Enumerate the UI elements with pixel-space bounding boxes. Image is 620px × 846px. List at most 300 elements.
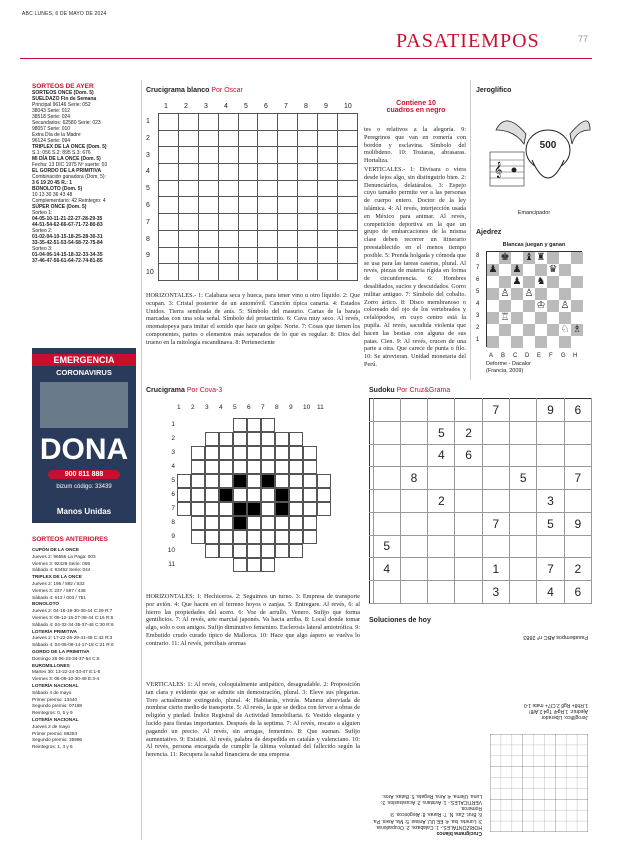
cova-cell[interactable]	[219, 432, 233, 446]
cb-cell[interactable]	[238, 230, 258, 247]
chess-square[interactable]	[487, 324, 499, 336]
sudoku-cell[interactable]: 3	[537, 490, 564, 513]
cova-cell[interactable]	[219, 446, 233, 460]
chess-square[interactable]: ♚	[500, 252, 510, 263]
sudoku-cell[interactable]	[564, 490, 591, 513]
cb-cell[interactable]	[198, 147, 218, 164]
chess-square[interactable]	[511, 312, 523, 324]
chess-square[interactable]	[499, 264, 511, 276]
chess-square[interactable]	[547, 300, 559, 312]
cova-cell[interactable]	[233, 516, 247, 530]
cova-cell[interactable]	[191, 460, 205, 474]
cova-cell[interactable]	[205, 446, 219, 460]
cova-cell[interactable]	[317, 488, 331, 502]
sudoku-cell[interactable]: 6	[564, 399, 591, 422]
cova-cell[interactable]	[247, 474, 261, 488]
sudoku-cell[interactable]	[482, 535, 509, 558]
cova-cell[interactable]	[177, 502, 191, 516]
sudoku-cell[interactable]	[510, 399, 537, 422]
sudoku-cell[interactable]: 2	[428, 490, 455, 513]
cb-cell[interactable]	[218, 180, 238, 197]
cova-cell[interactable]	[219, 474, 233, 488]
sudoku-cell[interactable]	[455, 512, 482, 535]
cb-cell[interactable]	[218, 147, 238, 164]
cova-cell[interactable]	[219, 544, 233, 558]
cb-cell[interactable]	[278, 147, 298, 164]
cb-cell[interactable]	[258, 197, 278, 214]
sudoku-cell[interactable]	[400, 512, 427, 535]
cova-cell[interactable]	[289, 446, 303, 460]
sudoku-cell[interactable]: 4	[428, 444, 455, 467]
cb-cell[interactable]	[178, 197, 198, 214]
cb-cell[interactable]	[318, 264, 338, 281]
cb-cell[interactable]	[298, 247, 318, 264]
cova-cell[interactable]	[205, 516, 219, 530]
chess-square[interactable]	[559, 264, 571, 276]
cb-cell[interactable]	[338, 147, 358, 164]
cova-cell[interactable]	[275, 544, 289, 558]
sudoku-cell[interactable]: 5	[510, 467, 537, 490]
sudoku-cell[interactable]	[510, 558, 537, 581]
chess-square[interactable]	[499, 276, 511, 288]
cova-cell[interactable]	[233, 446, 247, 460]
cb-cell[interactable]	[318, 147, 338, 164]
chess-square[interactable]: ♟	[512, 276, 522, 287]
sudoku-cell[interactable]	[373, 581, 400, 604]
cova-cell[interactable]	[275, 446, 289, 460]
chess-square[interactable]: ♙	[500, 288, 510, 299]
chess-square[interactable]: ♞	[536, 276, 546, 287]
chess-square[interactable]: ♟	[512, 264, 522, 275]
chess-square[interactable]	[559, 288, 571, 300]
cova-cell[interactable]	[233, 530, 247, 544]
cb-cell[interactable]	[159, 247, 179, 264]
cb-cell[interactable]	[338, 180, 358, 197]
cb-cell[interactable]	[278, 214, 298, 231]
sudoku-cell[interactable]	[455, 558, 482, 581]
sudoku-cell[interactable]: 6	[564, 581, 591, 604]
cb-cell[interactable]	[298, 264, 318, 281]
sudoku-cell[interactable]	[428, 581, 455, 604]
chess-square[interactable]: ♛	[548, 264, 558, 275]
cb-cell[interactable]	[338, 230, 358, 247]
cb-cell[interactable]	[198, 230, 218, 247]
manos-unidas-ad[interactable]	[32, 348, 136, 523]
cb-cell[interactable]	[318, 180, 338, 197]
cb-cell[interactable]	[238, 130, 258, 147]
sudoku-cell[interactable]: 7	[564, 467, 591, 490]
cb-cell[interactable]	[278, 180, 298, 197]
cova-cell[interactable]	[247, 418, 261, 432]
sudoku-cell[interactable]	[537, 444, 564, 467]
chess-square[interactable]	[487, 336, 499, 348]
chess-square[interactable]	[535, 336, 547, 348]
cova-cell[interactable]	[247, 488, 261, 502]
cova-cell[interactable]	[219, 460, 233, 474]
chess-square[interactable]	[487, 276, 499, 288]
cb-cell[interactable]	[298, 147, 318, 164]
sudoku-cell[interactable]	[373, 399, 400, 422]
cb-cell[interactable]	[238, 147, 258, 164]
cb-cell[interactable]	[178, 164, 198, 181]
sudoku-cell[interactable]	[455, 535, 482, 558]
cb-cell[interactable]	[159, 130, 179, 147]
sudoku-cell[interactable]	[537, 467, 564, 490]
chess-square[interactable]	[571, 336, 583, 348]
sudoku-cell[interactable]	[373, 444, 400, 467]
cova-cell[interactable]	[247, 544, 261, 558]
cb-cell[interactable]	[298, 164, 318, 181]
sudoku-cell[interactable]	[482, 421, 509, 444]
sudoku-cell[interactable]: 2	[564, 558, 591, 581]
sudoku-cell[interactable]	[510, 535, 537, 558]
chess-square[interactable]	[535, 288, 547, 300]
sudoku-cell[interactable]	[373, 467, 400, 490]
sudoku-cell[interactable]	[373, 490, 400, 513]
chess-square[interactable]	[571, 300, 583, 312]
sudoku-cell[interactable]	[455, 581, 482, 604]
sudoku-cell[interactable]	[428, 467, 455, 490]
cova-cell[interactable]	[275, 530, 289, 544]
cova-cell[interactable]	[205, 544, 219, 558]
cova-cell[interactable]	[289, 488, 303, 502]
cova-cell[interactable]	[261, 516, 275, 530]
sudoku-cell[interactable]	[510, 490, 537, 513]
cova-cell[interactable]	[303, 488, 317, 502]
cova-cell[interactable]	[247, 460, 261, 474]
sudoku-cell[interactable]	[510, 421, 537, 444]
cb-cell[interactable]	[198, 180, 218, 197]
cova-cell[interactable]	[191, 516, 205, 530]
chess-square[interactable]: ♟	[488, 264, 498, 275]
sudoku-cell[interactable]	[537, 535, 564, 558]
sudoku-cell[interactable]: 6	[455, 444, 482, 467]
chess-square[interactable]	[499, 300, 511, 312]
chess-square[interactable]	[547, 312, 559, 324]
cb-cell[interactable]	[198, 114, 218, 131]
chess-square[interactable]	[487, 300, 499, 312]
cova-cell[interactable]	[233, 544, 247, 558]
chess-square[interactable]	[499, 336, 511, 348]
cb-cell[interactable]	[258, 130, 278, 147]
cb-cell[interactable]	[218, 114, 238, 131]
cova-cell[interactable]	[205, 460, 219, 474]
sudoku-cell[interactable]	[564, 535, 591, 558]
cb-cell[interactable]	[218, 247, 238, 264]
chess-square[interactable]	[547, 252, 559, 264]
crucigrama-blanco-grid[interactable]	[158, 113, 358, 281]
cb-cell[interactable]	[278, 114, 298, 131]
sudoku-cell[interactable]	[510, 444, 537, 467]
cova-cell[interactable]	[261, 446, 275, 460]
cb-cell[interactable]	[278, 247, 298, 264]
chess-square[interactable]: ♙	[560, 300, 570, 311]
cova-cell[interactable]	[219, 488, 233, 502]
cova-cell[interactable]	[303, 474, 317, 488]
chess-square[interactable]	[535, 312, 547, 324]
sudoku-cell[interactable]: 5	[373, 535, 400, 558]
cova-cell[interactable]	[219, 516, 233, 530]
sudoku-cell[interactable]	[428, 399, 455, 422]
cova-cell[interactable]	[233, 432, 247, 446]
cova-cell[interactable]	[303, 530, 317, 544]
sudoku-cell[interactable]	[455, 467, 482, 490]
chess-square[interactable]	[523, 264, 535, 276]
cova-cell[interactable]	[261, 432, 275, 446]
cova-cell[interactable]	[177, 488, 191, 502]
chess-square[interactable]	[559, 252, 571, 264]
sudoku-cell[interactable]	[537, 421, 564, 444]
cb-cell[interactable]	[338, 214, 358, 231]
chess-square[interactable]	[559, 312, 571, 324]
cova-cell[interactable]	[191, 446, 205, 460]
sudoku-cell[interactable]: 5	[537, 512, 564, 535]
chess-square[interactable]: ♜	[536, 252, 546, 263]
cova-cell[interactable]	[275, 432, 289, 446]
cb-cell[interactable]	[159, 230, 179, 247]
chess-square[interactable]	[535, 264, 547, 276]
cb-cell[interactable]	[318, 214, 338, 231]
cova-cell[interactable]	[303, 446, 317, 460]
chess-square[interactable]	[523, 312, 535, 324]
cova-cell[interactable]	[261, 544, 275, 558]
cova-cell[interactable]	[233, 474, 247, 488]
chess-square[interactable]	[559, 336, 571, 348]
cb-cell[interactable]	[258, 264, 278, 281]
cova-cell[interactable]	[275, 488, 289, 502]
cova-cell[interactable]	[191, 502, 205, 516]
cova-cell[interactable]	[261, 474, 275, 488]
chess-square[interactable]	[547, 288, 559, 300]
cova-cell[interactable]	[261, 502, 275, 516]
cb-cell[interactable]	[238, 197, 258, 214]
cb-cell[interactable]	[298, 180, 318, 197]
sudoku-cell[interactable]: 2	[455, 421, 482, 444]
cb-cell[interactable]	[298, 230, 318, 247]
cova-cell[interactable]	[233, 418, 247, 432]
cb-cell[interactable]	[159, 114, 179, 131]
sudoku-cell[interactable]	[482, 444, 509, 467]
cb-cell[interactable]	[278, 164, 298, 181]
cova-cell[interactable]	[261, 488, 275, 502]
chess-square[interactable]	[523, 276, 535, 288]
chess-square[interactable]	[511, 288, 523, 300]
cova-cell[interactable]	[233, 502, 247, 516]
cova-cell[interactable]	[233, 488, 247, 502]
cova-cell[interactable]	[205, 502, 219, 516]
sudoku-cell[interactable]: 5	[428, 421, 455, 444]
cb-cell[interactable]	[318, 197, 338, 214]
cova-cell[interactable]	[247, 530, 261, 544]
cova-cell[interactable]	[275, 516, 289, 530]
cova-cell[interactable]	[261, 418, 275, 432]
sudoku-cell[interactable]: 7	[482, 512, 509, 535]
sudoku-cell[interactable]	[400, 558, 427, 581]
cb-cell[interactable]	[178, 147, 198, 164]
chess-square[interactable]	[571, 252, 583, 264]
chess-board[interactable]	[486, 251, 582, 347]
cb-cell[interactable]	[298, 214, 318, 231]
cb-cell[interactable]	[258, 114, 278, 131]
cova-cell[interactable]	[247, 558, 261, 572]
chess-square[interactable]: ♘	[560, 324, 570, 335]
cova-cell[interactable]	[247, 446, 261, 460]
sudoku-grid[interactable]	[369, 398, 592, 604]
chess-square[interactable]	[571, 264, 583, 276]
cb-cell[interactable]	[178, 114, 198, 131]
sudoku-cell[interactable]: 4	[373, 558, 400, 581]
chess-square[interactable]	[511, 252, 523, 264]
cova-cell[interactable]	[303, 460, 317, 474]
cb-cell[interactable]	[178, 130, 198, 147]
cb-cell[interactable]	[178, 214, 198, 231]
cova-cell[interactable]	[289, 502, 303, 516]
cb-cell[interactable]	[198, 197, 218, 214]
cb-cell[interactable]	[218, 164, 238, 181]
cb-cell[interactable]	[298, 130, 318, 147]
cb-cell[interactable]	[198, 164, 218, 181]
cb-cell[interactable]	[258, 147, 278, 164]
cb-cell[interactable]	[258, 247, 278, 264]
cova-cell[interactable]	[289, 460, 303, 474]
sudoku-cell[interactable]	[400, 444, 427, 467]
cb-cell[interactable]	[198, 130, 218, 147]
cb-cell[interactable]	[258, 164, 278, 181]
cb-cell[interactable]	[278, 264, 298, 281]
cb-cell[interactable]	[218, 214, 238, 231]
cova-cell[interactable]	[317, 474, 331, 488]
cova-cell[interactable]	[205, 474, 219, 488]
cb-cell[interactable]	[318, 130, 338, 147]
cova-cell[interactable]	[219, 530, 233, 544]
cova-cell[interactable]	[247, 502, 261, 516]
sudoku-cell[interactable]	[400, 399, 427, 422]
chess-square[interactable]	[511, 336, 523, 348]
sudoku-cell[interactable]: 9	[537, 399, 564, 422]
cb-cell[interactable]	[238, 247, 258, 264]
cb-cell[interactable]	[278, 230, 298, 247]
cova-cell[interactable]	[261, 558, 275, 572]
cova-cell[interactable]	[261, 460, 275, 474]
sudoku-cell[interactable]: 3	[482, 581, 509, 604]
cb-cell[interactable]	[198, 214, 218, 231]
cova-grid[interactable]	[177, 418, 331, 572]
cb-cell[interactable]	[298, 114, 318, 131]
chess-square[interactable]	[511, 324, 523, 336]
chess-square[interactable]: ♝	[524, 252, 534, 263]
sudoku-cell[interactable]	[400, 490, 427, 513]
cb-cell[interactable]	[238, 264, 258, 281]
chess-square[interactable]	[523, 300, 535, 312]
sudoku-cell[interactable]: 1	[482, 558, 509, 581]
cb-cell[interactable]	[178, 230, 198, 247]
cova-cell[interactable]	[289, 530, 303, 544]
chess-square[interactable]	[487, 252, 499, 264]
chess-square[interactable]	[535, 324, 547, 336]
cb-cell[interactable]	[338, 114, 358, 131]
cb-cell[interactable]	[338, 247, 358, 264]
cb-cell[interactable]	[258, 230, 278, 247]
cova-cell[interactable]	[177, 474, 191, 488]
cb-cell[interactable]	[198, 247, 218, 264]
sudoku-cell[interactable]: 8	[400, 467, 427, 490]
cova-cell[interactable]	[275, 474, 289, 488]
cova-cell[interactable]	[191, 474, 205, 488]
cova-cell[interactable]	[303, 502, 317, 516]
chess-square[interactable]	[547, 336, 559, 348]
chess-square[interactable]	[499, 324, 511, 336]
cb-cell[interactable]	[238, 180, 258, 197]
cb-cell[interactable]	[238, 214, 258, 231]
cb-cell[interactable]	[159, 164, 179, 181]
cb-cell[interactable]	[198, 264, 218, 281]
chess-square[interactable]	[547, 324, 559, 336]
cova-cell[interactable]	[205, 488, 219, 502]
cb-cell[interactable]	[338, 164, 358, 181]
cb-cell[interactable]	[298, 197, 318, 214]
chess-square[interactable]: ♔	[536, 300, 546, 311]
cb-cell[interactable]	[178, 247, 198, 264]
chess-square[interactable]	[523, 324, 535, 336]
sudoku-cell[interactable]	[482, 467, 509, 490]
cb-cell[interactable]	[218, 130, 238, 147]
cova-cell[interactable]	[289, 474, 303, 488]
cb-cell[interactable]	[178, 180, 198, 197]
cb-cell[interactable]	[258, 214, 278, 231]
sudoku-cell[interactable]	[564, 421, 591, 444]
cb-cell[interactable]	[159, 264, 179, 281]
cb-cell[interactable]	[318, 164, 338, 181]
chess-square[interactable]	[547, 276, 559, 288]
sudoku-cell[interactable]	[400, 535, 427, 558]
cova-cell[interactable]	[191, 488, 205, 502]
sudoku-cell[interactable]	[428, 535, 455, 558]
cb-cell[interactable]	[318, 247, 338, 264]
cova-cell[interactable]	[205, 432, 219, 446]
sudoku-cell[interactable]	[510, 512, 537, 535]
cb-cell[interactable]	[338, 130, 358, 147]
cb-cell[interactable]	[218, 230, 238, 247]
cb-cell[interactable]	[159, 197, 179, 214]
cova-cell[interactable]	[275, 460, 289, 474]
sudoku-cell[interactable]	[400, 581, 427, 604]
chess-square[interactable]	[487, 288, 499, 300]
chess-square[interactable]	[571, 276, 583, 288]
chess-square[interactable]	[511, 300, 523, 312]
sudoku-cell[interactable]	[400, 421, 427, 444]
sudoku-cell[interactable]	[373, 421, 400, 444]
cova-cell[interactable]	[247, 516, 261, 530]
chess-square[interactable]: ♙	[524, 288, 534, 299]
sudoku-cell[interactable]: 4	[537, 581, 564, 604]
cb-cell[interactable]	[278, 197, 298, 214]
cova-cell[interactable]	[289, 544, 303, 558]
chess-square[interactable]	[571, 288, 583, 300]
sudoku-cell[interactable]	[373, 512, 400, 535]
chess-square[interactable]	[487, 312, 499, 324]
cova-cell[interactable]	[289, 516, 303, 530]
cova-cell[interactable]	[275, 502, 289, 516]
cb-cell[interactable]	[338, 264, 358, 281]
chess-square[interactable]	[559, 276, 571, 288]
cb-cell[interactable]	[238, 114, 258, 131]
cb-cell[interactable]	[318, 114, 338, 131]
chess-square[interactable]: ♗	[572, 324, 582, 335]
cova-cell[interactable]	[233, 460, 247, 474]
cb-cell[interactable]	[338, 197, 358, 214]
cb-cell[interactable]	[278, 130, 298, 147]
sudoku-cell[interactable]	[455, 490, 482, 513]
